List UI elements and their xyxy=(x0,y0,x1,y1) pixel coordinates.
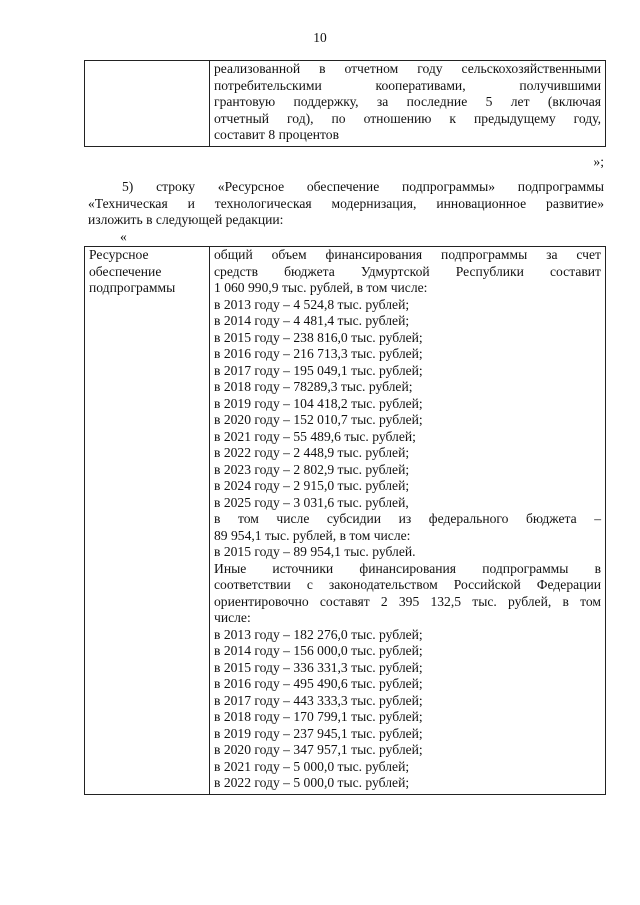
funding-line: средств бюджета Удмуртской Республики составит xyxy=(214,263,601,279)
funding-line: в 2017 году – 443 333,3 тыс. рублей; xyxy=(214,692,423,708)
row-label-line: обеспечение xyxy=(89,263,162,279)
row-label-cell xyxy=(85,247,210,795)
previous-table-fragment xyxy=(84,60,606,147)
funding-line: соответствии с законодательством Российской Федерации xyxy=(214,577,601,592)
funding-line: в 2025 году – 3 031,6 тыс. рублей, xyxy=(214,494,409,510)
funding-line: в 2013 году – 4 524,8 тыс. рублей; xyxy=(214,296,410,312)
text-line: реализованной в отчетном году сельскохозяйственными xyxy=(214,61,601,76)
funding-line: в 2013 году – 182 276,0 тыс. рублей; xyxy=(214,626,423,642)
funding-line: в 2014 году – 4 481,4 тыс. рублей; xyxy=(214,313,410,328)
funding-line: числе: xyxy=(214,610,251,625)
funding-line: в 2020 году – 347 957,1 тыс. рублей; xyxy=(214,742,423,757)
amendment-paragraph xyxy=(88,179,604,229)
closing-quote: »; xyxy=(593,154,604,169)
funding-line: ориентировочно составят 2 395 132,5 тыс. рублей, в том xyxy=(214,593,601,609)
funding-line: 89 954,1 тыс. рублей, в том числе: xyxy=(214,527,411,543)
content-cell xyxy=(210,61,606,147)
empty-label-cell xyxy=(85,61,210,147)
opening-quote: « xyxy=(120,229,127,244)
funding-line: в том числе субсидии из федерального бюджета – xyxy=(214,511,601,526)
text-line: грантовую поддержку, за последние 5 лет (включая xyxy=(214,94,601,109)
funding-line: в 2022 году – 5 000,0 тыс. рублей; xyxy=(214,775,410,790)
text-line: составит 8 процентов xyxy=(214,127,339,142)
funding-line: в 2020 году – 152 010,7 тыс. рублей; xyxy=(214,412,423,427)
page-number: 10 xyxy=(313,30,327,45)
funding-line: в 2021 году – 55 489,6 тыс. рублей; xyxy=(214,428,416,444)
funding-line: в 2019 году – 104 418,2 тыс. рублей; xyxy=(214,395,423,411)
funding-line: в 2018 году – 78289,3 тыс. рублей; xyxy=(214,379,413,394)
funding-line: в 2015 году – 336 331,3 тыс. рублей; xyxy=(214,659,423,675)
funding-line: в 2022 году – 2 448,9 тыс. рублей; xyxy=(214,445,410,460)
table-row xyxy=(85,61,606,147)
row-label-line: подпрограммы xyxy=(89,280,176,295)
funding-line: Иные источники финансирования подпрограммы в xyxy=(214,560,601,576)
row-label-line: Ресурсное xyxy=(89,247,149,262)
funding-line: в 2023 году – 2 802,9 тыс. рублей; xyxy=(214,461,410,477)
funding-line: в 2021 году – 5 000,0 тыс. рублей; xyxy=(214,758,410,774)
funding-line: в 2014 году – 156 000,0 тыс. рублей; xyxy=(214,643,423,658)
funding-line: в 2015 году – 238 816,0 тыс. рублей; xyxy=(214,329,423,345)
funding-line: в 2016 году – 495 490,6 тыс. рублей; xyxy=(214,676,423,691)
paragraph-line: 5) строку «Ресурсное обеспечение подпрограммы» подпрограммы xyxy=(122,179,604,194)
funding-line: в 2017 году – 195 049,1 тыс. рублей; xyxy=(214,362,423,378)
funding-line: в 2024 году – 2 915,0 тыс. рублей; xyxy=(214,478,410,493)
funding-line: в 2015 году – 89 954,1 тыс. рублей. xyxy=(214,544,416,559)
resource-table xyxy=(84,246,606,795)
table-row xyxy=(85,247,606,795)
funding-line: в 2019 году – 237 945,1 тыс. рублей; xyxy=(214,725,423,741)
text-line: отчетный год), по отношению к предыдущему году, xyxy=(214,110,601,126)
funding-line: в 2018 году – 170 799,1 тыс. рублей; xyxy=(214,709,423,724)
funding-content-cell xyxy=(210,247,606,795)
funding-line: общий объем финансирования подпрограммы за счет xyxy=(214,247,601,262)
funding-line: 1 060 990,9 тыс. рублей, в том числе: xyxy=(214,280,428,295)
paragraph-line: «Техническая и технологическая модернизация, инновационное развитие» xyxy=(88,195,604,211)
funding-line: в 2016 году – 216 713,3 тыс. рублей; xyxy=(214,346,423,361)
text-line: потребительскими кооперативами, получившими xyxy=(214,77,601,93)
paragraph-line: изложить в следующей редакции: xyxy=(88,212,284,227)
